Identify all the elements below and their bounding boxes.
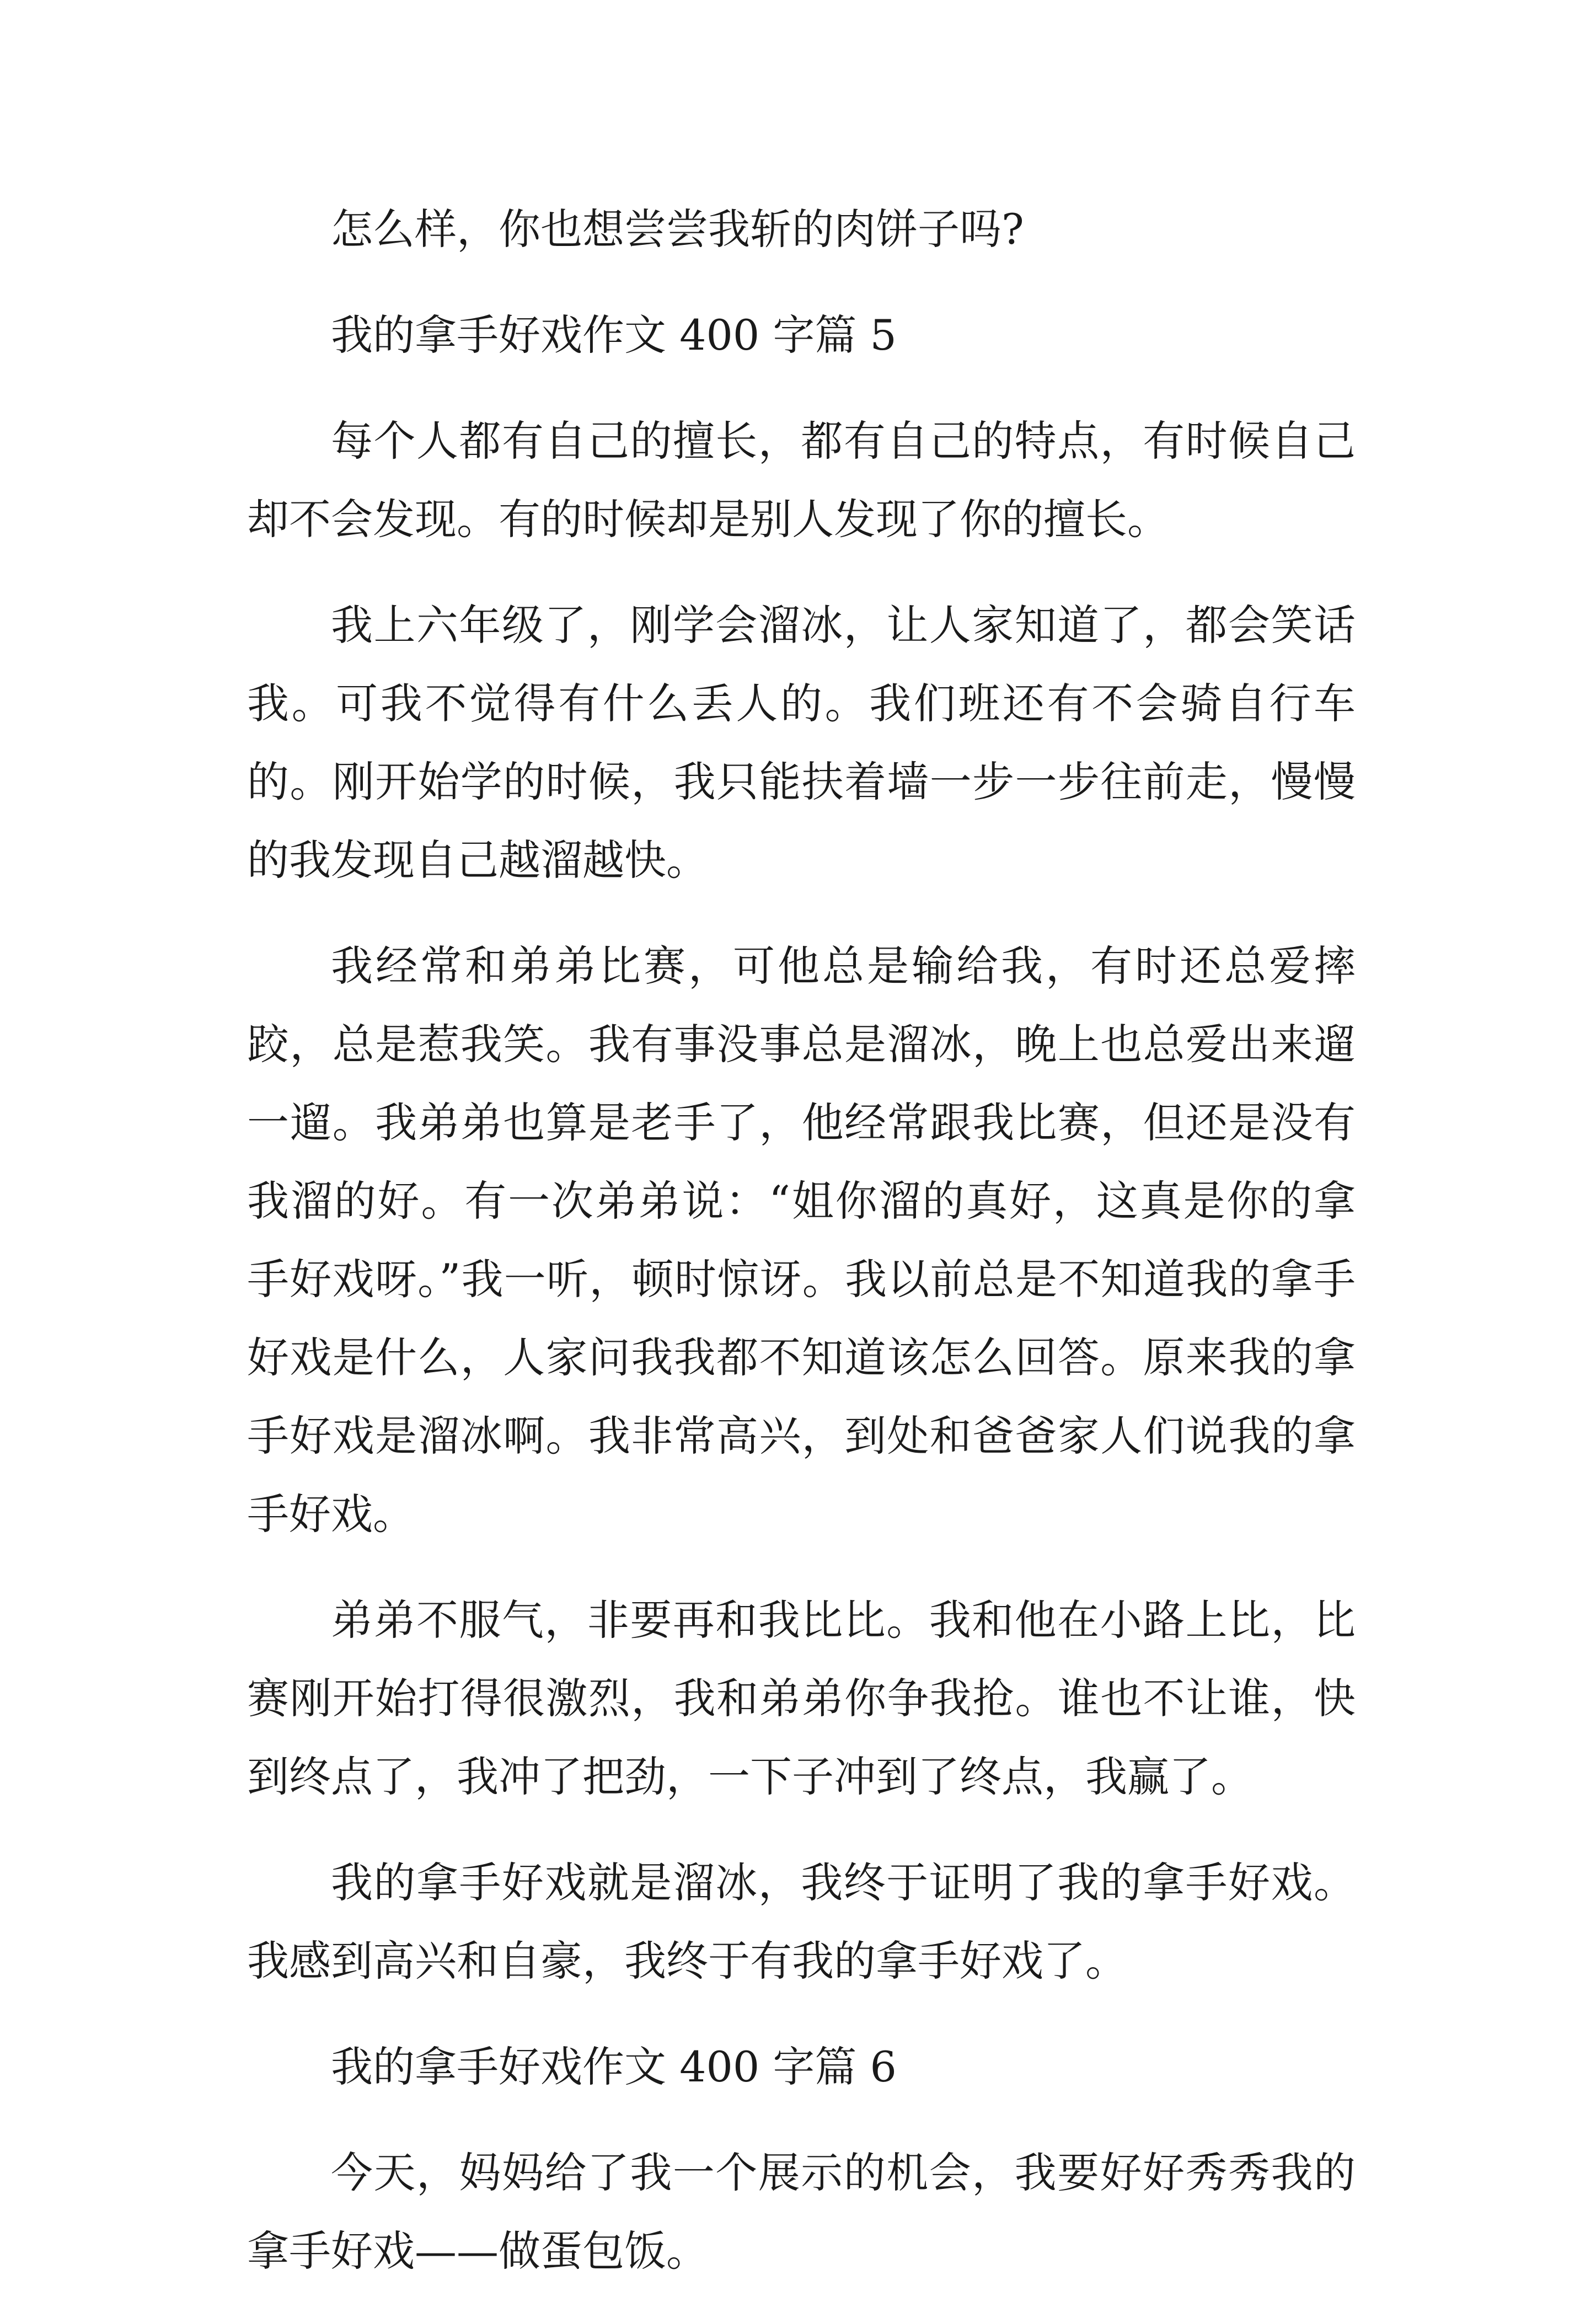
- paragraph-conclusion: 我的拿手好戏就是溜冰，我终于证明了我的拿手好戏。我感到高兴和自豪，我终于有我的拿手好戏了。: [247, 1858, 1356, 1985]
- section-heading-6: 我的拿手好戏作文 400 字篇 6: [331, 2042, 897, 2091]
- paragraph-racing-brother: 我经常和弟弟比赛，可他总是输给我，有时还总爱摔跤，总是惹我笑。我有事没事总是溜冰，晚上也总爱出来遛一遛。我弟弟也算是老手了，他经常跟我比赛，但还是没有我溜的好。有一次弟弟说：“姐你溜的真好，这真是你的拿手好戏呀。”我一听，顿时惊讶。我以前总是不知道我的拿手好戏是什么，人家问我我都不知道该怎么回答。原来我的拿手好戏是溜冰啊。我非常高兴，到处和爸爸家人们说我的拿手好戏。: [247, 941, 1356, 1539]
- document-body: [247, 190, 1356, 2318]
- paragraph-learning-skating: 我上六年级了，刚学会溜冰，让人家知道了，都会笑话我。可我不觉得有什么丢人的。我们班还有不会骑自行车的。刚开始学的时候，我只能扶着墙一步一步往前走，慢慢的我发现自己越溜越快。: [247, 601, 1356, 885]
- section-heading-5: 我的拿手好戏作文 400 字篇 5: [331, 311, 897, 360]
- paragraph-omelette-rice: 今天，妈妈给了我一个展示的机会，我要好好秀秀我的拿手好戏——做蛋包饭。: [247, 2148, 1356, 2276]
- paragraph-closing-question: 怎么样，你也想尝尝我斩的肉饼子吗?: [331, 205, 1024, 254]
- paragraph-race: 弟弟不服气，非要再和我比比。我和他在小路上比，比赛刚开始打得很激烈，我和弟弟你争我抢。谁也不让谁，快到终点了，我冲了把劲，一下子冲到了终点，我赢了。: [247, 1596, 1356, 1801]
- paragraph-intro: 每个人都有自己的擅长，都有自己的特点，有时候自己却不会发现。有的时候却是别人发现了你的擅长。: [247, 416, 1356, 544]
